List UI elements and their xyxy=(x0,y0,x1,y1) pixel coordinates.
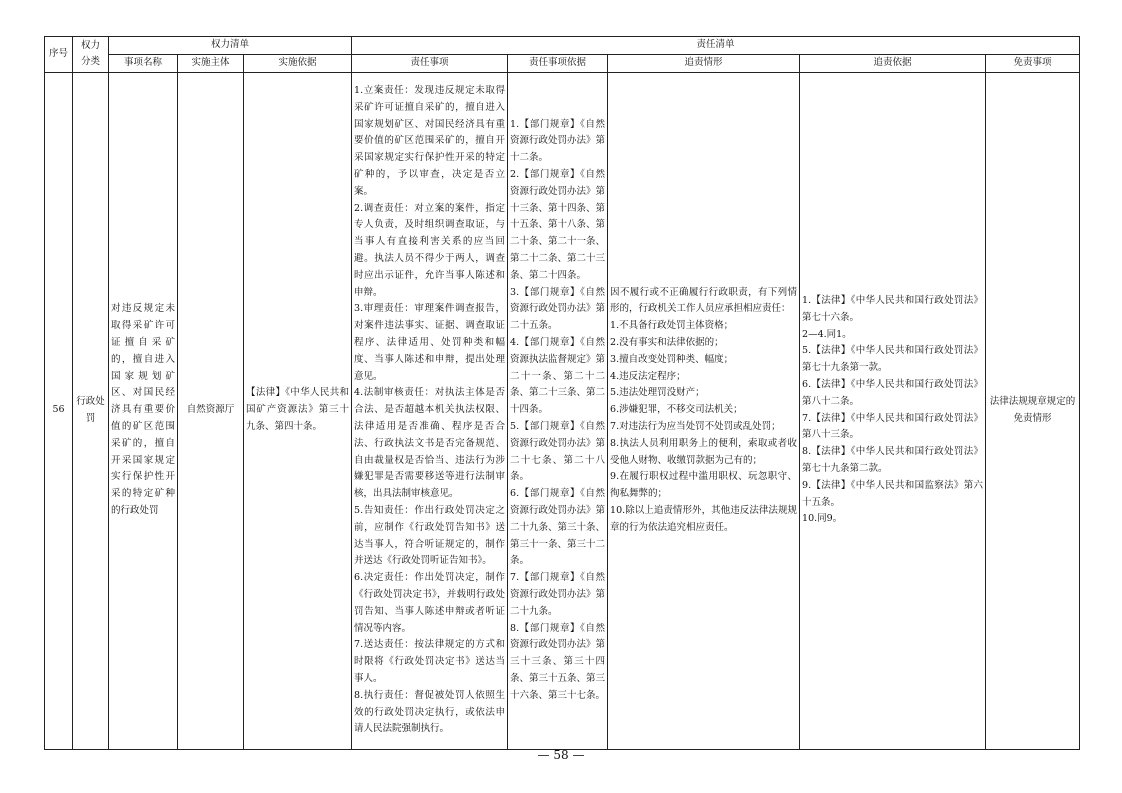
cell-accountability xyxy=(608,72,800,749)
list-item: 9.【法律】《中华人民共和国监察法》第六十五条。 xyxy=(802,479,984,508)
cell-seq: 56 xyxy=(45,72,73,749)
header-power-type-line2: 分类 xyxy=(80,56,100,68)
cell-basis: 【法律】《中华人民共和国矿产资源法》第三十九条、第四十条。 xyxy=(244,72,352,749)
list-item: 8.执法人员利用职务上的便利，索取或者收受他人财物、收缴罚款据为己有的； xyxy=(610,437,798,466)
list-item: 7.【法律】《中华人民共和国行政处罚法》第八十三条。 xyxy=(802,412,984,441)
list-item: 2—4.同1。 xyxy=(802,328,852,340)
list-item: 9.在履行职权过程中滥用职权、玩忽职守、徇私舞弊的； xyxy=(610,471,798,500)
cell-item-name: 对违反规定未取得采矿许可证擅自采矿的，擅自进入国家规划矿区、对国民经济具有重要价值的矿区范围采矿的，擅自开采国家规定实行保护性开采的特定矿种的行政处罚 xyxy=(109,72,178,749)
power-responsibility-table xyxy=(44,36,1080,750)
cell-accountability-basis xyxy=(800,72,986,749)
list-item: 4.法制审核责任：对执法主体是否合法、是否超越本机关执法权限、法律适用是否准确、程序是否合法、行政执法文书是否完备规范、自由裁量权是否恰当、违法行为涉嫌犯罪是否需要移送等进行法制审核，出具法制审核意见。 xyxy=(354,387,506,500)
list-item: 3.【部门规章】《自然资源行政处罚办法》第二十五条。 xyxy=(510,286,606,332)
list-item: 4.违反法定程序； xyxy=(610,370,686,382)
list-item: 5.【法律】《中华人民共和国行政处罚法》第七十九条第一款。 xyxy=(802,345,984,374)
header-item-name: 事项名称 xyxy=(109,54,178,72)
list-item: 8.执行责任：督促被处罚人依照生效的行政处罚决定执行，或依法申请人民法院强制执行。 xyxy=(354,689,506,735)
header-power-list: 权力清单 xyxy=(109,37,352,55)
cell-subject: 自然资源厅 xyxy=(178,72,244,749)
list-item: 8.【法律】《中华人民共和国行政处罚法》第七十九条第二款。 xyxy=(802,446,984,474)
list-item: 6.决定责任：作出处罚决定，制作《行政处罚决定书》，并载明行政处罚告知、当事人陈述申辩或者听证情况等内容。 xyxy=(354,572,506,634)
cell-resp-items xyxy=(352,72,508,749)
list-item: 5.【部门规章】《自然资源行政处罚办法》第二十七条、第二十八条。 xyxy=(510,420,606,483)
cell-power-type: 行政处罚 xyxy=(73,72,109,749)
list-item: 1.【法律】《中华人民共和国行政处罚法》第七十六条。 xyxy=(802,295,984,323)
header-subject: 实施主体 xyxy=(178,54,244,72)
header-basis: 实施依据 xyxy=(244,54,352,72)
list-item: 10.除以上追责情形外，其他违反法律法规规章的行为依法追究相应责任。 xyxy=(610,504,798,533)
page-number: — 58 — xyxy=(537,748,585,762)
list-item: 6.【法律】《中华人民共和国行政处罚法》第八十二条。 xyxy=(802,379,984,407)
list-item: 因不履行或不正确履行行政职责，有下列情形的，行政机关工作人员应承担相应责任： xyxy=(610,286,798,315)
header-resp-basis: 责任事项依据 xyxy=(508,54,608,72)
header-responsibility-list: 责任清单 xyxy=(352,37,1080,55)
header-resp-items: 责任事项 xyxy=(352,54,508,72)
cell-exemption: 法律法规规章规定的免责情形 xyxy=(986,72,1080,749)
list-item: 1.不具备行政处罚主体资格； xyxy=(610,320,734,332)
table-row xyxy=(45,72,1080,749)
list-item: 2.【部门规章】《自然资源行政处罚办法》第十三条、第十四条、第十五条、第十八条、第二十条、第二十一条、第二十二条、第二十三条、第二十四条。 xyxy=(510,169,606,281)
list-item: 3.审理责任：审理案件调查报告，对案件违法事实、证据、调查取证程序、法律适用、处罚种类和幅度、当事人陈述和申辩，提出处理意见。 xyxy=(354,303,506,382)
header-exemption: 免责事项 xyxy=(986,54,1080,72)
list-item: 7.送达责任：按法律规定的方式和时限将《行政处罚决定书》送达当事人。 xyxy=(354,639,506,684)
header-seq: 序号 xyxy=(45,37,73,73)
list-item: 7.【部门规章】《自然资源行政处罚办法》第二十九条。 xyxy=(510,572,606,617)
list-item: 5.告知责任：作出行政处罚决定之前，应制作《行政处罚告知书》送达当事人，符合听证规定的，制作并送达《行政处罚听证告知书》。 xyxy=(354,504,506,567)
list-item: 7.对违法行为应当处罚不处罚或乱处罚； xyxy=(610,420,781,432)
header-accountability: 追责情形 xyxy=(608,54,800,72)
cell-resp-basis xyxy=(508,72,608,749)
list-item: 2.调查责任：对立案的案件，指定专人负责，及时组织调查取证，与当事人有直接利害关系的应当回避。执法人员不得少于两人，调查时应出示证件，允许当事人陈述和申辩。 xyxy=(354,202,506,298)
header-accountability-basis: 追责依据 xyxy=(800,54,986,72)
list-item: 6.涉嫌犯罪，不移交司法机关； xyxy=(610,404,743,416)
header-power-type xyxy=(73,37,109,73)
list-item: 2.没有事实和法律依据的； xyxy=(610,337,724,348)
list-item: 1.立案责任：发现违反规定未取得采矿许可证擅自采矿的，擅自进入国家规划矿区、对国民经济具有重要价值的矿区范围采矿的，擅自开采国家规定实行保护性开采的特定矿种的，予以审查，决定是否立案。 xyxy=(354,85,506,197)
list-item: 5.违法处理罚没财产； xyxy=(610,387,705,399)
list-item: 3.擅自改变处罚种类、幅度； xyxy=(610,353,734,365)
list-item: 6.【部门规章】《自然资源行政处罚办法》第二十九条、第三十条、第三十一条、第三十二条。 xyxy=(510,488,606,567)
list-item: 10.同9。 xyxy=(802,513,843,525)
list-item: 1.【部门规章】《自然资源行政处罚办法》第十二条。 xyxy=(510,118,606,164)
list-item: 8.【部门规章】《自然资源行政处罚办法》第三十三条、第三十四条、第三十五条、第三十六条、第三十七条。 xyxy=(510,622,606,701)
header-power-type-line1: 权力 xyxy=(80,39,100,51)
list-item: 4.【部门规章】《自然资源执法监督规定》第二十一条、第二十二条、第二十三条、第二十四条。 xyxy=(510,337,606,416)
